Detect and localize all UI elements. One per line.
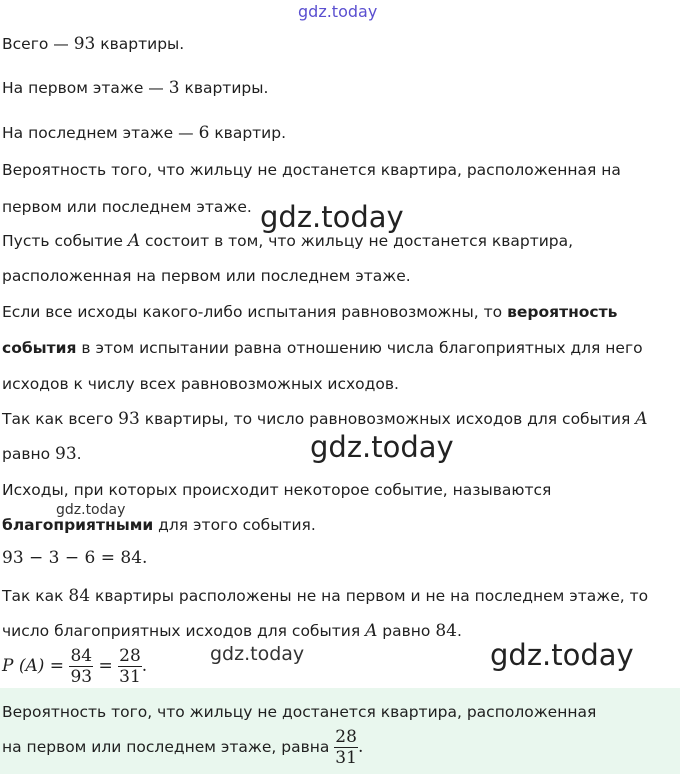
question-line-2: первом или последнем этаже. — [2, 198, 252, 216]
watermark-large-2: gdz.today — [310, 430, 454, 464]
fraction-28-31: $\frac{28}{31}$ — [119, 646, 141, 687]
answer-line-1: Вероятность того, что жильцу не достанется квартира, расположенная — [2, 703, 597, 721]
favorable-outcomes-line-1: Так как 84 квартиры расположены не на первом и не на последнем этаже, то — [2, 586, 649, 606]
event-definition-line-1: Пусть событие A состоит в том, что жильцу не достанется квартира, — [2, 231, 574, 251]
definition-line-3: исходов к числу всех равновозможных исходов. — [2, 375, 399, 393]
probability-formula: P (A) = $\frac{84}{93}$ = $\frac{28}{31}$ . — [2, 646, 148, 687]
question-line-1: Вероятность того, что жильцу не достанется квартира, расположенная на — [2, 161, 621, 179]
favorable-definition-line-1: Исходы, при которых происходит некоторое событие, называются — [2, 481, 552, 499]
watermark-top: gdz.today — [298, 2, 378, 21]
definition-line-1: Если все исходы какого-либо испытания равновозможны, то вероятность — [2, 303, 618, 321]
answer-fraction: $\frac{28}{31}$ — [335, 727, 357, 768]
definition-line-2: события в этом испытании равна отношению числа благоприятных для него — [2, 339, 643, 357]
watermark-large-3: gdz.today — [490, 638, 634, 672]
last-floor-apartments: На последнем этаже — 6 квартир. — [2, 123, 287, 143]
favorable-outcomes-line-2: число благоприятных исходов для события A равно 84. — [2, 621, 462, 641]
total-outcomes-line-2: равно 93. — [2, 444, 82, 464]
subtraction-equation: 93 − 3 − 6 = 84. — [2, 548, 148, 568]
fraction-84-93: $\frac{84}{93}$ — [70, 646, 93, 687]
watermark-large-1: gdz.today — [260, 200, 404, 234]
total-apartments: Всего — 93 квартиры. — [2, 34, 185, 54]
watermark-small-2: gdz.today — [210, 643, 305, 665]
answer-line-2: на первом или последнем этаже, равна $\frac{28}{31}$ . — [2, 727, 364, 768]
watermark-small-1: gdz.today — [56, 502, 126, 518]
event-definition-line-2: расположенная на первом или последнем этаже. — [2, 267, 411, 285]
total-outcomes-line-1: Так как всего 93 квартиры, то число равновозможных исходов для события A — [2, 409, 648, 429]
answer-box — [0, 688, 680, 774]
first-floor-apartments: На первом этаже — 3 квартиры. — [2, 78, 269, 98]
favorable-definition-line-2: благоприятными для этого события. — [2, 516, 316, 534]
